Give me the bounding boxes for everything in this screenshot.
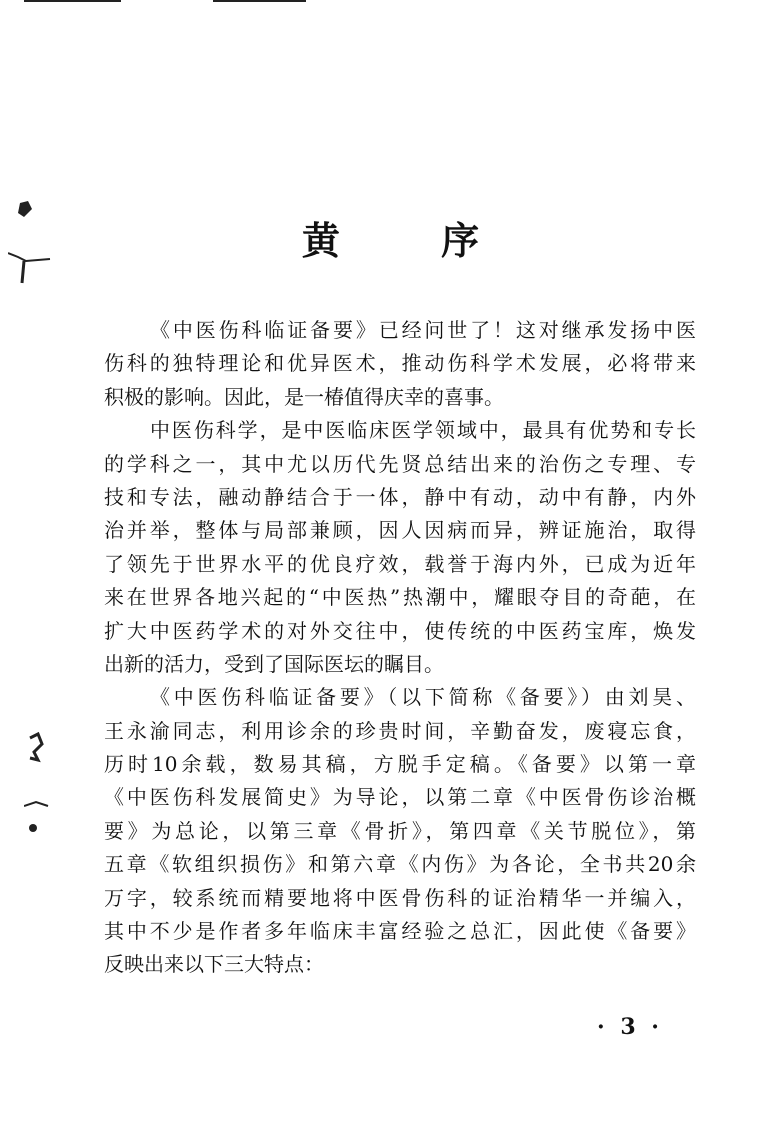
text-line: 中医伤科学，是中医临床医学领域中，最具有优势和专长 xyxy=(150,418,696,443)
text-line: 五章《软组织损伤》和第六章《内伤》为各论，全书共20余 xyxy=(104,852,696,877)
preface-title: 黄 序 xyxy=(301,218,524,263)
text-line: 扩大中医药学术的对外交往中，使传统的中医药宝库，焕发 xyxy=(104,618,696,643)
text-line: 技和专法，融动静结合于一体，静中有动，动中有静，内外 xyxy=(104,484,696,509)
text-line: 其中不少是作者多年临床丰富经验之总汇，因此使《备要》 xyxy=(104,919,696,944)
preface-body xyxy=(104,314,696,982)
page-number: · 3 · xyxy=(597,1014,663,1040)
text-line: 反映出来以下三大特点： xyxy=(104,952,324,977)
text-line: 治并举，整体与局部兼顾，因人因病而异，辨证施治，取得 xyxy=(104,518,696,543)
text-line: 《中医伤科临证备要》（以下简称《备要》）由刘昊、 xyxy=(150,685,696,710)
text-line: 历时10余载，数易其稿，方脱手定稿。《备要》以第一章 xyxy=(104,752,696,777)
text-line: 的学科之一，其中尤以历代先贤总结出来的治伤之专理、专 xyxy=(104,451,696,476)
text-line: 《中医伤科发展简史》为导论，以第二章《中医骨伤诊治概 xyxy=(104,785,696,810)
text-line: 王永渝同志，利用诊余的珍贵时间，辛勤奋发，废寝忘食， xyxy=(104,718,696,743)
top-edge-rule-left xyxy=(24,0,121,2)
scan-margin-mark-bottom xyxy=(24,728,54,838)
text-line: 《中医伤科临证备要》已经问世了！这对继承发扬中医 xyxy=(150,318,696,342)
top-edge-rule-right xyxy=(213,0,306,2)
text-line: 积极的影响。因此，是一椿值得庆幸的喜事。 xyxy=(104,384,504,409)
text-line: 伤科的独特理论和优异医术，推动伤科学术发展，必将带来 xyxy=(104,351,696,376)
text-line: 要》为总论，以第三章《骨折》，第四章《关节脱位》，第 xyxy=(104,818,696,843)
paragraph-3 xyxy=(104,681,696,982)
text-line: 出新的活力，受到了国际医坛的瞩目。 xyxy=(104,651,444,676)
paragraph-2 xyxy=(104,414,696,681)
paragraph-1 xyxy=(104,314,696,414)
text-line: 万字，较系统而精要地将中医骨伤科的证治精华一并编入， xyxy=(104,885,696,910)
text-line: 来在世界各地兴起的“中医热”热潮中，耀眼夺目的奇葩，在 xyxy=(104,585,696,610)
text-line: 了领先于世界水平的优良疗效，载誉于海内外，已成为近年 xyxy=(104,551,696,576)
